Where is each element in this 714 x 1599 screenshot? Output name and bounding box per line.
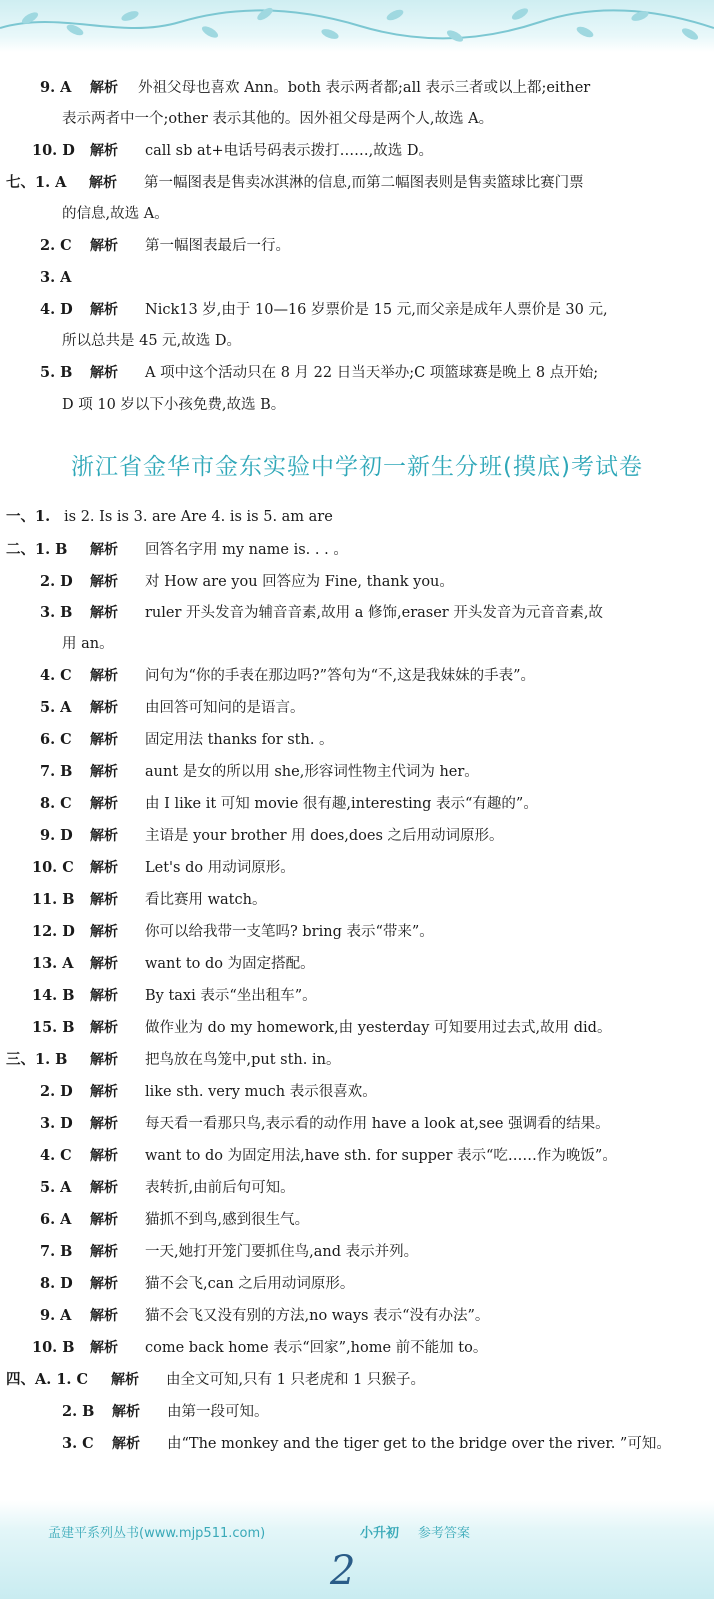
analysis-text: want to do 为固定搭配。 bbox=[145, 956, 315, 972]
item-number: 二、1. B bbox=[6, 541, 68, 558]
analysis-tag: 解析 bbox=[90, 80, 118, 96]
answer-line bbox=[32, 858, 295, 878]
answer-line bbox=[40, 1242, 418, 1262]
item-number: 3. C bbox=[62, 1435, 94, 1452]
answer-line bbox=[62, 331, 241, 351]
analysis-text: 由 I like it 可知 movie 很有趣,interesting 表示“有趣的”。 bbox=[145, 796, 538, 812]
answer-line bbox=[62, 634, 114, 654]
analysis-text: Let's do 用动词原形。 bbox=[145, 860, 295, 876]
analysis-tag: 解析 bbox=[90, 1116, 118, 1132]
item-number: 3. D bbox=[40, 1115, 73, 1132]
analysis-text: 猫不会飞,can 之后用动词原形。 bbox=[145, 1276, 355, 1292]
answer-line bbox=[40, 300, 608, 320]
analysis-tag: 解析 bbox=[90, 764, 118, 780]
analysis-text: want to do 为固定用法,have sth. for supper 表示“吃……作为晚饭”。 bbox=[145, 1148, 617, 1164]
item-number: 5. A bbox=[40, 1179, 72, 1196]
analysis-text: 表示两者中一个;other 表示其他的。因外祖父母是两个人,故选 A。 bbox=[62, 111, 494, 127]
analysis-text: come back home 表示“回家”,home 前不能加 to。 bbox=[145, 1340, 488, 1356]
item-number: 4. C bbox=[40, 667, 72, 684]
analysis-text: call sb at+电话号码表示拨打……,故选 D。 bbox=[145, 143, 433, 159]
page-number: 2 bbox=[330, 1548, 356, 1594]
analysis-text: By taxi 表示“坐出租车”。 bbox=[145, 988, 317, 1004]
item-number: 8. D bbox=[40, 1275, 73, 1292]
answer-line bbox=[32, 986, 317, 1006]
answer-line bbox=[40, 1210, 309, 1230]
item-number: 6. A bbox=[40, 1211, 72, 1228]
item-number: 3. B bbox=[40, 604, 73, 621]
answer-line bbox=[6, 507, 333, 527]
analysis-tag: 解析 bbox=[89, 175, 117, 191]
answer-line bbox=[40, 363, 598, 383]
answer-line bbox=[40, 698, 305, 718]
item-number: 6. C bbox=[40, 731, 72, 748]
analysis-tag: 解析 bbox=[90, 1244, 118, 1260]
item-number: 10. D bbox=[32, 142, 75, 159]
answer-line bbox=[40, 236, 290, 256]
analysis-tag: 解析 bbox=[90, 238, 118, 254]
item-number: 三、1. B bbox=[6, 1051, 68, 1068]
analysis-text: 猫不会飞又没有别的方法,no ways 表示“没有办法”。 bbox=[145, 1308, 490, 1324]
item-number: 2. B bbox=[62, 1403, 95, 1420]
answer-line bbox=[6, 1370, 425, 1390]
analysis-tag: 解析 bbox=[90, 1340, 118, 1356]
item-number: 11. B bbox=[32, 891, 75, 908]
analysis-tag: 解析 bbox=[112, 1404, 140, 1420]
analysis-tag: 解析 bbox=[90, 542, 118, 558]
answer-line bbox=[62, 109, 493, 129]
answer-line bbox=[62, 1434, 671, 1454]
analysis-tag: 解析 bbox=[90, 365, 118, 381]
answer-line bbox=[32, 890, 266, 910]
item-number: 4. D bbox=[40, 301, 73, 318]
vine-decoration-icon bbox=[0, 0, 714, 52]
analysis-text: 由回答可知问的是语言。 bbox=[145, 700, 305, 716]
analysis-tag: 解析 bbox=[90, 924, 118, 940]
analysis-tag: 解析 bbox=[90, 1276, 118, 1292]
item-number: 10. C bbox=[32, 859, 74, 876]
answer-text: is 2. Is is 3. are Are 4. is is 5. am are bbox=[64, 509, 333, 525]
analysis-text: 问句为“你的手表在那边吗?”答句为“不,这是我妹妹的手表”。 bbox=[145, 668, 536, 684]
item-number: 7. B bbox=[40, 763, 73, 780]
item-number: 2. C bbox=[40, 237, 72, 254]
analysis-text: Nick13 岁,由于 10—16 岁票价是 15 元,而父亲是成年人票价是 30 元, bbox=[145, 302, 608, 318]
answer-line bbox=[62, 1402, 269, 1422]
analysis-text: 主语是 your brother 用 does,does 之后用动词原形。 bbox=[145, 828, 504, 844]
analysis-text: 用 an。 bbox=[62, 636, 114, 652]
item-number: 8. C bbox=[40, 795, 72, 812]
footer-series-text: 孟建平系列丛书(www.mjp511.com) bbox=[48, 1526, 266, 1541]
analysis-text: 把鸟放在鸟笼中,put sth. in。 bbox=[145, 1052, 341, 1068]
item-number: 四、A. 1. C bbox=[6, 1371, 89, 1388]
item-number: 9. A bbox=[40, 1307, 72, 1324]
analysis-tag: 解析 bbox=[90, 1308, 118, 1324]
item-number: 2. D bbox=[40, 573, 73, 590]
answer-line bbox=[40, 1114, 610, 1134]
analysis-text: like sth. very much 表示很喜欢。 bbox=[145, 1084, 377, 1100]
item-number: 5. A bbox=[40, 699, 72, 716]
analysis-text: D 项 10 岁以下小孩免费,故选 B。 bbox=[62, 397, 286, 413]
answer-line bbox=[40, 730, 334, 750]
analysis-tag: 解析 bbox=[90, 1148, 118, 1164]
item-number: 14. B bbox=[32, 987, 75, 1004]
answer-line bbox=[40, 268, 71, 288]
answer-line bbox=[40, 1178, 295, 1198]
item-number: 9. A bbox=[40, 79, 72, 96]
item-number: 7. B bbox=[40, 1243, 73, 1260]
answer-line bbox=[6, 540, 348, 560]
answer-line bbox=[40, 572, 454, 592]
section-title: 浙江省金华市金东实验中学初一新生分班(摸底)考试卷 bbox=[71, 454, 643, 480]
analysis-tag: 解析 bbox=[90, 892, 118, 908]
analysis-tag: 解析 bbox=[90, 143, 118, 159]
item-number: 10. B bbox=[32, 1339, 75, 1356]
item-number: 4. C bbox=[40, 1147, 72, 1164]
item-number: 15. B bbox=[32, 1019, 75, 1036]
answer-line bbox=[32, 1018, 611, 1038]
analysis-text: aunt 是女的所以用 she,形容词性物主代词为 her。 bbox=[145, 764, 479, 780]
footer-answers-text: 参考答案 bbox=[418, 1526, 471, 1541]
answer-line bbox=[32, 954, 315, 974]
analysis-text: 第一幅图表最后一行。 bbox=[145, 238, 290, 254]
analysis-text: 由“The monkey and the tiger get to the bridge over the river. ”可知。 bbox=[167, 1436, 671, 1452]
answer-line bbox=[40, 666, 535, 686]
analysis-tag: 解析 bbox=[90, 1020, 118, 1036]
analysis-tag: 解析 bbox=[90, 860, 118, 876]
answer-line bbox=[40, 762, 479, 782]
item-number: 3. A bbox=[40, 269, 72, 286]
analysis-text: 的信息,故选 A。 bbox=[62, 206, 169, 222]
analysis-tag: 解析 bbox=[90, 700, 118, 716]
analysis-tag: 解析 bbox=[90, 1180, 118, 1196]
analysis-tag: 解析 bbox=[90, 1212, 118, 1228]
analysis-text: ruler 开头发音为辅音音素,故用 a 修饰,eraser 开头发音为元音音素,故 bbox=[145, 605, 603, 621]
analysis-text: 外祖父母也喜欢 Ann。both 表示两者都;all 表示三者或以上都;either bbox=[138, 80, 591, 96]
analysis-tag: 解析 bbox=[90, 1084, 118, 1100]
analysis-text: A 项中这个活动只在 8 月 22 日当天举办;C 项篮球赛是晚上 8 点开始; bbox=[145, 365, 599, 381]
answer-line bbox=[40, 794, 538, 814]
answer-line bbox=[40, 603, 603, 623]
analysis-text: 由全文可知,只有 1 只老虎和 1 只猴子。 bbox=[166, 1372, 425, 1388]
answer-line bbox=[32, 922, 434, 942]
item-number: 13. A bbox=[32, 955, 74, 972]
analysis-text: 由第一段可知。 bbox=[167, 1404, 269, 1420]
analysis-tag: 解析 bbox=[111, 1372, 139, 1388]
analysis-text: 每天看一看那只鸟,表示看的动作用 have a look at,see 强调看的结果。 bbox=[145, 1116, 610, 1132]
answer-line bbox=[32, 1338, 487, 1358]
answer-line bbox=[40, 1274, 354, 1294]
analysis-tag: 解析 bbox=[90, 828, 118, 844]
answer-line bbox=[62, 395, 285, 415]
watermark bbox=[560, 1510, 710, 1595]
analysis-text: 所以总共是 45 元,故选 D。 bbox=[62, 333, 242, 349]
header-banner bbox=[0, 0, 714, 52]
analysis-text: 回答名字用 my name is. . . 。 bbox=[145, 542, 348, 558]
item-number: 9. D bbox=[40, 827, 73, 844]
answer-line bbox=[40, 826, 504, 846]
item-number: 七、1. A bbox=[6, 174, 67, 191]
analysis-text: 猫抓不到鸟,感到很生气。 bbox=[145, 1212, 310, 1228]
answer-line bbox=[62, 204, 169, 224]
analysis-text: 你可以给我带一支笔吗? bring 表示“带来”。 bbox=[145, 924, 434, 940]
item-number: 一、1. bbox=[6, 508, 51, 525]
answer-line bbox=[40, 1082, 377, 1102]
item-number: 5. B bbox=[40, 364, 73, 381]
analysis-tag: 解析 bbox=[90, 605, 118, 621]
analysis-tag: 解析 bbox=[90, 668, 118, 684]
answer-line bbox=[40, 1306, 489, 1326]
answer-line bbox=[6, 173, 584, 193]
analysis-tag: 解析 bbox=[90, 302, 118, 318]
footer-grade-text: 小升初 bbox=[360, 1526, 400, 1541]
analysis-tag: 解析 bbox=[90, 988, 118, 1004]
analysis-tag: 解析 bbox=[90, 796, 118, 812]
item-number: 12. D bbox=[32, 923, 75, 940]
answer-line bbox=[32, 141, 433, 161]
analysis-tag: 解析 bbox=[90, 732, 118, 748]
analysis-text: 看比赛用 watch。 bbox=[145, 892, 267, 908]
analysis-text: 第一幅图表是售卖冰淇淋的信息,而第二幅图表则是售卖篮球比赛门票 bbox=[144, 175, 584, 191]
analysis-text: 固定用法 thanks for sth. 。 bbox=[145, 732, 334, 748]
analysis-text: 做作业为 do my homework,由 yesterday 可知要用过去式,故用 did。 bbox=[145, 1020, 612, 1036]
analysis-text: 表转折,由前后句可知。 bbox=[145, 1180, 295, 1196]
analysis-tag: 解析 bbox=[112, 1436, 140, 1452]
analysis-tag: 解析 bbox=[90, 1052, 118, 1068]
answer-line bbox=[40, 1146, 617, 1166]
analysis-text: 对 How are you 回答应为 Fine, thank you。 bbox=[145, 574, 454, 590]
analysis-text: 一天,她打开笼门要抓住鸟,and 表示并列。 bbox=[145, 1244, 419, 1260]
answer-line bbox=[40, 78, 590, 98]
item-number: 2. D bbox=[40, 1083, 73, 1100]
analysis-tag: 解析 bbox=[90, 956, 118, 972]
analysis-tag: 解析 bbox=[90, 574, 118, 590]
answer-line bbox=[6, 1050, 340, 1070]
